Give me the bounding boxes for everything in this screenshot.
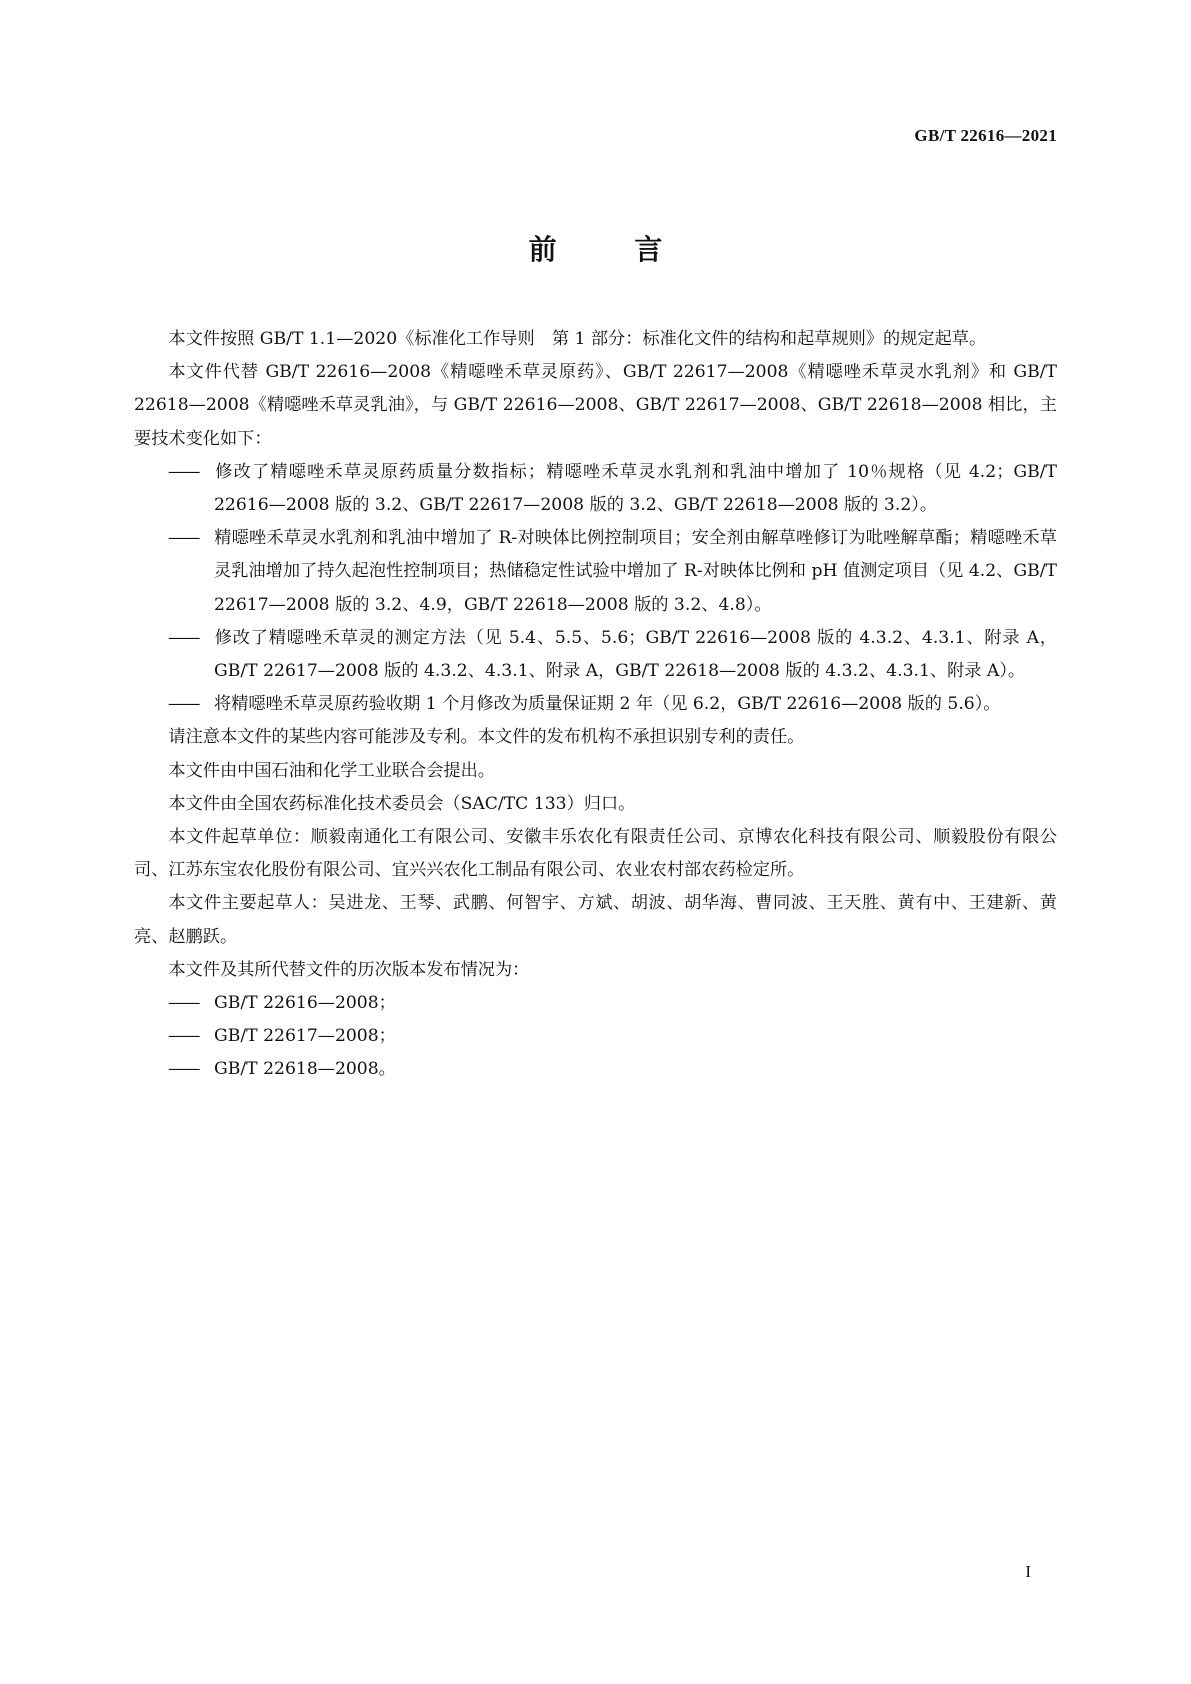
paragraph-drafting-units: 本文件起草单位：顺毅南通化工有限公司、安徽丰乐农化有限责任公司、京博农化科技有限公司、顺毅股份有限公司、江苏东宝农化股份有限公司、宜兴兴农化工制品有限公司、农业农村部农药检定所。 [134, 827, 1057, 881]
list-item [134, 1053, 1057, 1086]
list-item [134, 1020, 1057, 1053]
page-title: 前 言 [528, 233, 697, 266]
paragraph-version-history: 本文件及其所代替文件的历次版本发布情况为： [168, 959, 530, 980]
item-dash: —— [168, 694, 199, 715]
page-number: I [1025, 1562, 1031, 1581]
paragraph-proposer: 本文件由中国石油和化学工业联合会提出。 [168, 760, 495, 781]
item-dash: —— [168, 627, 199, 648]
list-item [134, 522, 1057, 622]
list-item-text: GB/T 22618—2008。 [214, 1059, 396, 1080]
paragraph-replacement: 本文件代替 GB/T 22616—2008《精噁唑禾草灵原药》、GB/T 22617—2008《精噁唑禾草灵水乳剂》和 GB/T 22618—2008《精噁唑禾草灵乳油》，与 GB/T 22616—2008、GB/T 22617—2008、GB/T 22618—2008 相比，主要技术变化如下： [134, 362, 1057, 449]
list-item [134, 688, 1057, 721]
paragraph-drafting-rules: 本文件按照 GB/T 1.1—2020《标准化工作导则 第 1 部分：标准化文件的结构和起草规则》的规定起草。 [168, 329, 987, 349]
item-dash: —— [168, 528, 199, 549]
item-dash: —— [168, 1026, 199, 1047]
standard-code: GB/T 22616—2021 [914, 126, 1057, 145]
document-body [134, 323, 1057, 1087]
paragraph-committee: 本文件由全国农药标准化技术委员会（SAC/TC 133）归口。 [168, 793, 636, 814]
paragraph-drafters: 本文件主要起草人：吴进龙、王琴、武鹏、何智宇、方斌、胡波、胡华海、曹同波、王天胜、黄有中、王建新、黄亮、赵鹏跃。 [134, 893, 1057, 947]
list-item-text: 精噁唑禾草灵水乳剂和乳油中增加了 R-对映体比例控制项目；安全剂由解草唑修订为吡唑解草酯；精噁唑禾草灵乳油增加了持久起泡性控制项目；热储稳定性试验中增加了 R-对映体比例和 pH 值测定项目（见 4.2、GB/T 22617—2008 版的 3.2、4.9，GB/T 22618—2008 版的 3.2、4.8）。 [214, 528, 1057, 615]
list-item [134, 987, 1057, 1020]
item-dash: —— [168, 1059, 199, 1080]
list-item [134, 456, 1057, 522]
list-item-text: 将精噁唑禾草灵原药验收期 1 个月修改为质量保证期 2 年（见 6.2，GB/T 22616—2008 版的 5.6）。 [214, 694, 1001, 715]
paragraph-patent-notice: 请注意本文件的某些内容可能涉及专利。本文件的发布机构不承担识别专利的责任。 [168, 727, 805, 748]
list-item-text: GB/T 22616—2008； [214, 993, 396, 1014]
list-item [134, 622, 1057, 688]
list-item-text: 修改了精噁唑禾草灵原药质量分数指标；精噁唑禾草灵水乳剂和乳油中增加了 10％规格（见 4.2；GB/T 22616—2008 版的 3.2、GB/T 22617—2008 版的 3.2、GB/T 22618—2008 版的 3.2）。 [214, 461, 1057, 516]
list-item-text: 修改了精噁唑禾草灵的测定方法（见 5.4、5.5、5.6；GB/T 22616—2008 版的 4.3.2、4.3.1、附录 A，GB/T 22617—2008 版的 4.3.2、4.3.1、附录 A，GB/T 22618—2008 版的 4.3.2、4.3.1、附录 A）。 [214, 627, 1057, 682]
list-item-text: GB/T 22617—2008； [214, 1026, 396, 1047]
item-dash: —— [168, 993, 199, 1014]
item-dash: —— [168, 461, 199, 482]
